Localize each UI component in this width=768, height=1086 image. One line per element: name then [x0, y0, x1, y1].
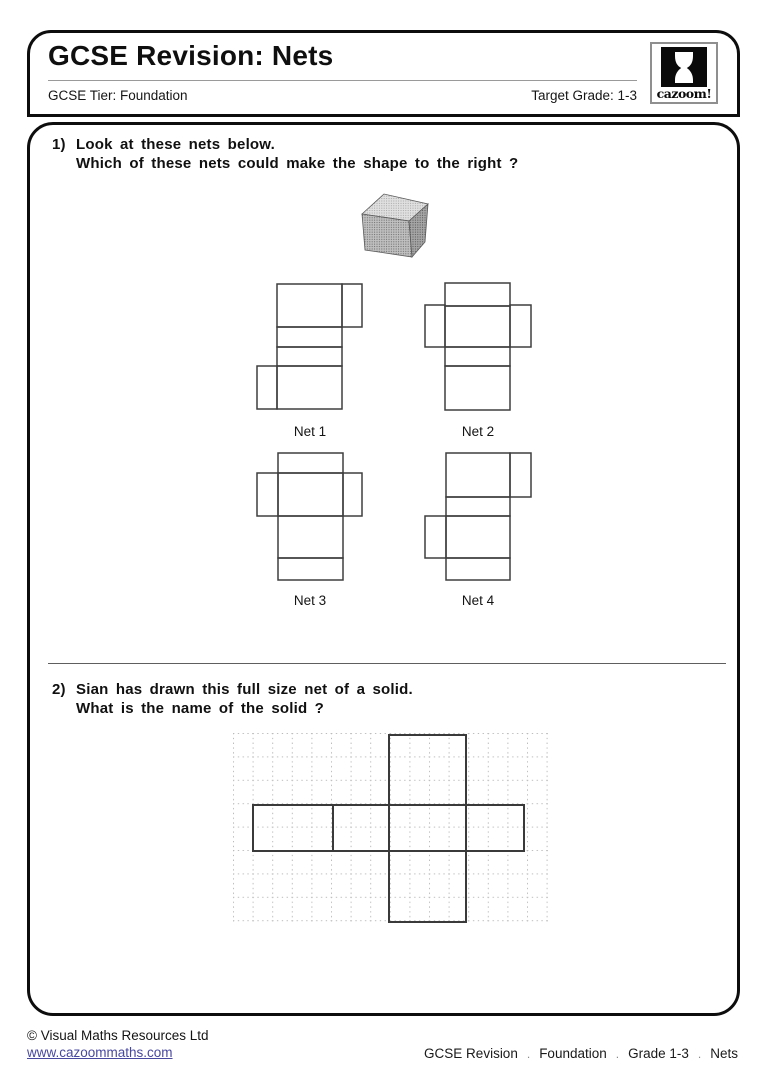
- net-face-rect: [510, 305, 531, 347]
- copyright-text: © Visual Maths Resources Ltd: [27, 1028, 209, 1043]
- net-1-figure: [250, 280, 370, 415]
- breadcrumb-item: GCSE Revision: [424, 1046, 518, 1061]
- net-3-figure: [250, 448, 370, 585]
- page-title: GCSE Revision: Nets: [48, 40, 334, 71]
- net-face-rect: [425, 516, 446, 558]
- net-3-label: Net 3: [293, 593, 327, 608]
- question1-line1: Look at these nets below.: [76, 136, 275, 153]
- net-2-label: Net 2: [461, 424, 495, 439]
- footer-breadcrumb: [424, 1046, 738, 1061]
- breadcrumb-item: Foundation: [539, 1046, 607, 1061]
- net-face-rect: [445, 306, 510, 347]
- tier-label: GCSE Tier: Foundation: [48, 88, 188, 103]
- net-2-figure: [418, 278, 538, 416]
- question2-line1: Sian has drawn this full size net of a solid.: [76, 681, 413, 698]
- question2-line2: What is the name of the solid ?: [76, 700, 325, 717]
- cazoom-logo-text: cazoom!: [656, 86, 712, 101]
- net-face-rect: [278, 516, 343, 558]
- question1-line2: Which of these nets could make the shape to the right ?: [76, 155, 519, 172]
- net-4-figure: [418, 448, 538, 585]
- breadcrumb-item: Nets: [710, 1046, 738, 1061]
- breadcrumb-separator: .: [526, 1047, 531, 1061]
- breadcrumb-separator: .: [615, 1047, 620, 1061]
- net-face-rect: [446, 516, 510, 558]
- net-face-rect: [445, 283, 510, 306]
- net-face-rect: [446, 453, 510, 497]
- net-face-rect: [257, 366, 277, 409]
- net-face-rect: [510, 453, 531, 497]
- title-underline: [48, 80, 637, 81]
- net-face-rect: [277, 347, 342, 366]
- net-face-rect: [278, 473, 343, 516]
- net-4-label: Net 4: [461, 593, 495, 608]
- cazoom-logo-icon: [661, 47, 707, 87]
- question1-number: 1): [52, 136, 66, 153]
- net-face-rect: [277, 366, 342, 409]
- net-face-rect: [446, 558, 510, 580]
- net-1-label: Net 1: [293, 424, 327, 439]
- net-face-rect: [277, 284, 342, 327]
- cazoom-logo: [650, 42, 718, 104]
- breadcrumb-item: Grade 1-3: [628, 1046, 689, 1061]
- net-face-rect: [277, 327, 342, 347]
- section-divider: [48, 663, 726, 664]
- breadcrumb-separator: .: [697, 1047, 702, 1061]
- net-face-rect: [278, 453, 343, 473]
- cuboid-3d-image: [352, 188, 436, 264]
- net-face-rect: [445, 366, 510, 410]
- net-face-rect: [446, 497, 510, 516]
- dotted-grid: [233, 733, 548, 923]
- target-grade-label: Target Grade: 1-3: [531, 88, 637, 103]
- net-face-rect: [278, 558, 343, 580]
- net-face-rect: [343, 473, 362, 516]
- net-face-rect: [342, 284, 362, 327]
- question2-net-figure: [230, 730, 550, 930]
- cazoommaths-link[interactable]: www.cazoommaths.com: [27, 1045, 173, 1060]
- net-face-rect: [445, 347, 510, 366]
- net-face-rect: [425, 305, 445, 347]
- question2-number: 2): [52, 681, 66, 698]
- net-face-rect: [257, 473, 278, 516]
